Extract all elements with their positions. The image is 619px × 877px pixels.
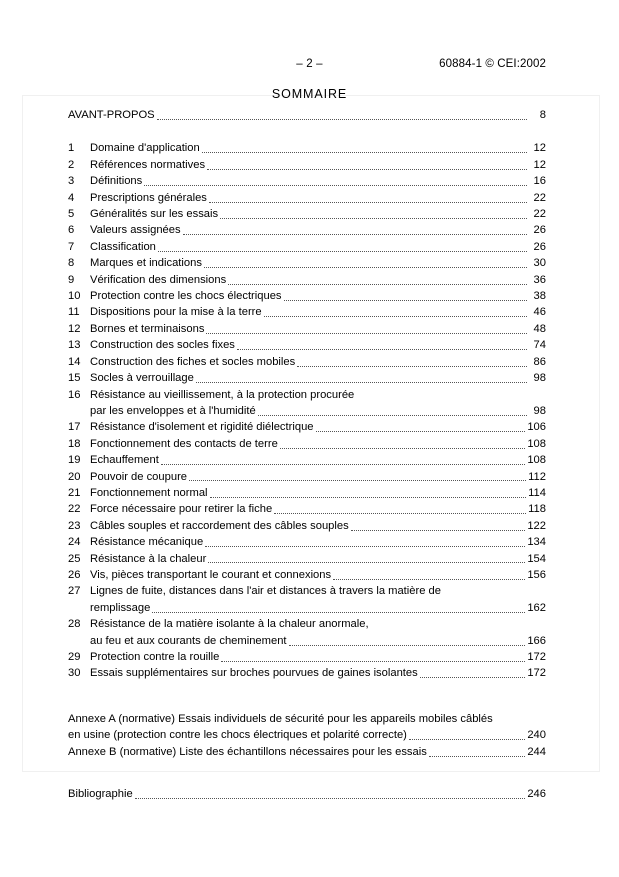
toc-leader-dots xyxy=(135,797,525,799)
toc-entry-clause-10[interactable] xyxy=(68,288,546,304)
toc-entry-page: 172 xyxy=(527,651,546,663)
toc-entry-clause-6[interactable] xyxy=(68,222,546,238)
toc-entry-clause-16[interactable] xyxy=(68,387,546,403)
toc-entry-page: 154 xyxy=(527,552,546,565)
toc-entry-page: 134 xyxy=(527,536,546,549)
toc-entry-clause-23[interactable] xyxy=(68,518,546,534)
toc-entry-annexe-a-line2[interactable] xyxy=(68,727,546,743)
toc-entry-title: Annexe B (normative) Liste des échantillons nécessaires pour les essais xyxy=(68,745,427,758)
toc-entry-clause-15[interactable] xyxy=(68,370,546,386)
toc-entry-page: 36 xyxy=(533,273,546,286)
toc-entry-page: 106 xyxy=(527,421,546,434)
toc-leader-dots xyxy=(280,447,525,449)
toc-entry-number: 7 xyxy=(68,240,75,253)
toc-leader-dots xyxy=(443,595,526,596)
toc-entry-clause-24[interactable] xyxy=(68,534,546,550)
toc-leader-dots xyxy=(258,414,527,416)
toc-leader-dots xyxy=(208,561,525,563)
toc-entry-page: 16 xyxy=(533,175,546,188)
toc-entry-page: 30 xyxy=(533,257,546,270)
toc-leader-dots xyxy=(274,512,525,514)
toc-entry-title: Domaine d'application xyxy=(90,142,200,155)
toc-entry-title: Câbles souples et raccordement des câbles souples xyxy=(90,519,349,532)
toc-entry-title: Bibliographie xyxy=(68,788,133,801)
toc-entry-page: 22 xyxy=(533,191,546,204)
toc-entry-page: 22 xyxy=(533,208,546,221)
toc-entry-title-line2: par les enveloppes et à l'humidité xyxy=(90,404,256,417)
toc-entry-title: Classification xyxy=(90,240,156,253)
toc-entry-clause-5[interactable] xyxy=(68,206,546,222)
toc-entry-page: 246 xyxy=(527,788,546,801)
toc-entry-number: 3 xyxy=(68,175,75,188)
toc-entry-number: 15 xyxy=(68,372,81,385)
toc-entry-clause-29[interactable] xyxy=(68,649,546,665)
toc-entry-title: Construction des socles fixes xyxy=(90,339,235,352)
toc-entry-annexe-a[interactable] xyxy=(68,711,546,727)
toc-entry-number: 23 xyxy=(68,519,81,532)
toc-entry-title-line2: remplissage xyxy=(90,601,151,614)
toc-entry-title: Protection contre la rouille xyxy=(90,651,220,663)
toc-entry-bibliography[interactable] xyxy=(68,786,546,802)
toc-entry-page: 86 xyxy=(533,355,546,368)
toc-leader-dots xyxy=(158,250,527,252)
toc-entry-page: 98 xyxy=(533,372,546,385)
page-number-marker: – 2 – xyxy=(296,58,323,70)
toc-leader-dots xyxy=(409,738,525,740)
toc-entry-clause-8[interactable] xyxy=(68,255,546,271)
toc-entry-number: 9 xyxy=(68,273,75,286)
toc-entry-page: 12 xyxy=(533,142,546,155)
toc-entry-clause-19[interactable] xyxy=(68,452,546,468)
toc-entry-clause-12[interactable] xyxy=(68,321,546,337)
toc-entry-clause-1[interactable] xyxy=(68,140,546,156)
toc-leader-dots xyxy=(420,676,525,678)
toc-leader-dots xyxy=(264,315,527,317)
spacer xyxy=(68,682,546,711)
toc-entry-page: 114 xyxy=(528,486,546,499)
toc-entry-page: 48 xyxy=(533,322,546,335)
toc-entry-title: Construction des fiches et socles mobiles xyxy=(90,355,296,368)
toc-entry-title: Résistance de la matière isolante à la chaleur anormale, xyxy=(90,618,369,631)
toc-entry-page: 26 xyxy=(533,240,546,253)
toc-entry-title: Dispositions pour la mise à la terre xyxy=(90,306,262,319)
toc-entry-number: 14 xyxy=(68,355,81,368)
toc-leader-dots xyxy=(196,381,527,383)
toc-entry-clause-3[interactable] xyxy=(68,173,546,189)
toc-entry-clause-17[interactable] xyxy=(68,419,546,435)
toc-entry-page: 108 xyxy=(527,454,546,467)
toc-entry-number: 22 xyxy=(68,503,81,516)
toc-entry-number: 1 xyxy=(68,142,75,155)
toc-entry-page: 8 xyxy=(539,109,546,121)
page-title: SOMMAIRE xyxy=(271,87,348,101)
toc-entry-clause-18[interactable] xyxy=(68,436,546,452)
toc-leader-dots xyxy=(205,545,525,547)
toc-entry-number: 25 xyxy=(68,552,81,565)
toc-entry-page: 26 xyxy=(533,224,546,237)
toc-entry-number: 26 xyxy=(68,568,81,581)
toc-entry-clause-26[interactable] xyxy=(68,567,546,583)
toc-entry-number: 10 xyxy=(68,290,81,303)
spacer xyxy=(68,760,546,786)
toc-entry-title: Bornes et terminaisons xyxy=(90,322,205,335)
toc-entry-number: 11 xyxy=(68,306,80,319)
toc-entry-title: Protection contre les chocs électriques xyxy=(90,290,282,303)
toc-entry-clause-25[interactable] xyxy=(68,551,546,567)
toc-entry-title: Vis, pièces transportant le courant et connexions xyxy=(90,568,332,581)
toc-entry-page: 46 xyxy=(533,306,546,319)
toc-entry-clause-27[interactable] xyxy=(68,583,546,599)
toc-entry-clause-9[interactable] xyxy=(68,272,546,288)
toc-entry-clause-28[interactable] xyxy=(68,616,546,632)
toc-leader-dots xyxy=(333,578,525,580)
spacer xyxy=(68,123,546,140)
toc-leader-dots xyxy=(144,184,526,186)
toc-entry-number: 8 xyxy=(68,257,75,270)
toc-entry-clause-21[interactable] xyxy=(68,485,546,501)
toc-entry-clause-20[interactable] xyxy=(68,469,546,485)
toc-entry-page: 108 xyxy=(527,437,546,450)
toc-entry-foreword[interactable] xyxy=(68,107,546,123)
toc-leader-dots xyxy=(371,628,527,629)
toc-entry-title: AVANT-PROPOS xyxy=(68,109,155,121)
toc-entry-page: 240 xyxy=(527,729,546,742)
toc-leader-dots xyxy=(206,332,526,334)
toc-leader-dots xyxy=(297,365,526,367)
toc-leader-dots xyxy=(202,151,527,153)
toc-entry-number: 4 xyxy=(68,191,75,204)
toc-entry-number: 12 xyxy=(68,322,81,335)
toc-leader-dots xyxy=(157,118,527,120)
toc-leader-dots xyxy=(316,430,525,432)
toc-entry-number: 19 xyxy=(68,454,81,467)
toc-entry-title: Marques et indications xyxy=(90,257,202,270)
toc-entry-number: 24 xyxy=(68,536,81,549)
toc-entry-number: 28 xyxy=(68,618,81,631)
toc-entry-clause-13[interactable] xyxy=(68,337,546,353)
toc-leader-dots xyxy=(356,398,526,399)
toc-entry-title: Vérification des dimensions xyxy=(90,273,227,286)
toc-entry-title: Références normatives xyxy=(90,158,206,171)
toc-entry-clause-30[interactable] xyxy=(68,665,546,681)
toc-entry-title: Pouvoir de coupure xyxy=(90,470,188,483)
toc-entry-annexe-b[interactable] xyxy=(68,744,546,760)
toc-leader-dots xyxy=(228,283,526,285)
toc-leader-dots xyxy=(183,233,527,235)
toc-entry-title: Résistance d'isolement et rigidité diélectrique xyxy=(90,421,314,434)
toc-leader-dots xyxy=(207,168,526,170)
toc-entry-title: Force nécessaire pour retirer la fiche xyxy=(90,503,273,516)
toc-entry-page: 156 xyxy=(527,568,546,581)
toc-entry-title: Valeurs assignées xyxy=(90,224,181,237)
toc-leader-dots xyxy=(351,529,525,531)
toc-leader-dots xyxy=(237,348,527,350)
standard-reference: 60884-1 © CEI:2002 xyxy=(439,58,546,70)
toc-entry-title: Fonctionnement des contacts de terre xyxy=(90,437,278,450)
toc-leader-dots xyxy=(152,611,525,613)
toc-entry-number: 6 xyxy=(68,224,75,237)
toc-entry-clause-28-line2[interactable] xyxy=(68,633,546,649)
toc-entry-number: 16 xyxy=(68,388,81,401)
toc-entry-title: Lignes de fuite, distances dans l'air et distances à travers la matière de xyxy=(90,585,442,598)
toc-entry-title-line2: au feu et aux courants de cheminement xyxy=(90,634,287,647)
toc-leader-dots xyxy=(209,201,527,203)
toc-leader-dots xyxy=(220,217,526,219)
toc-leader-dots xyxy=(429,755,525,757)
toc-entry-title: Socles à verrouillage xyxy=(90,372,194,385)
toc-entry-clause-14[interactable] xyxy=(68,354,546,370)
toc-entry-clause-2[interactable] xyxy=(68,157,546,173)
table-of-contents xyxy=(68,107,546,802)
toc-entry-title: Résistance au vieillissement, à la protection procurée xyxy=(90,388,355,401)
toc-entry-clause-27-line2[interactable] xyxy=(68,600,546,616)
toc-entry-title: Fonctionnement normal xyxy=(90,486,208,499)
toc-entry-clause-7[interactable] xyxy=(68,239,546,255)
toc-entry-page: 74 xyxy=(533,339,546,352)
toc-leader-dots xyxy=(161,463,525,465)
toc-entry-title: Résistance mécanique xyxy=(90,536,204,549)
toc-entry-page: 166 xyxy=(527,634,546,647)
toc-entry-number: 27 xyxy=(68,585,81,598)
toc-leader-dots xyxy=(289,644,525,646)
toc-leader-dots xyxy=(210,496,526,498)
toc-entry-title: Résistance à la chaleur xyxy=(90,552,207,565)
toc-entry-number: 30 xyxy=(68,667,81,680)
toc-leader-dots xyxy=(221,660,524,662)
toc-entry-clause-11[interactable] xyxy=(68,304,546,320)
toc-entry-title-line2: en usine (protection contre les chocs électriques et polarité correcte) xyxy=(68,729,407,742)
toc-leader-dots xyxy=(495,723,527,724)
toc-leader-dots xyxy=(189,479,526,481)
toc-entry-clause-4[interactable] xyxy=(68,190,546,206)
toc-entry-title: Généralités sur les essais xyxy=(90,208,219,221)
toc-entry-clause-22[interactable] xyxy=(68,501,546,517)
toc-entry-number: 18 xyxy=(68,437,81,450)
toc-entry-title: Définitions xyxy=(90,175,143,188)
toc-entry-number: 17 xyxy=(68,421,81,434)
toc-entry-page: 118 xyxy=(528,503,546,516)
toc-entry-page: 12 xyxy=(533,158,546,171)
toc-entry-number: 29 xyxy=(68,651,81,663)
toc-entry-page: 162 xyxy=(527,601,546,614)
toc-entry-page: 172 xyxy=(527,667,546,680)
toc-entry-number: 21 xyxy=(68,486,81,499)
toc-entry-number: 20 xyxy=(68,470,81,483)
toc-entry-page: 98 xyxy=(533,404,546,417)
toc-leader-dots xyxy=(204,266,527,268)
toc-entry-title: Prescriptions générales xyxy=(90,191,207,204)
toc-entry-title: Annexe A (normative) Essais individuels de sécurité pour les appareils mobiles câblés xyxy=(68,712,493,725)
toc-entry-title: Essais supplémentaires sur broches pourvues de gaines isolantes xyxy=(90,667,418,680)
toc-entry-number: 13 xyxy=(68,339,81,352)
toc-leader-dots xyxy=(284,299,527,301)
toc-entry-clause-16-line2[interactable] xyxy=(68,403,546,419)
toc-entry-page: 122 xyxy=(527,519,546,532)
page-header xyxy=(0,58,619,74)
toc-entry-number: 5 xyxy=(68,208,75,221)
toc-entry-number: 2 xyxy=(68,158,75,171)
toc-entry-page: 244 xyxy=(527,745,546,758)
toc-entry-title: Echauffement xyxy=(90,454,159,467)
toc-entry-page: 112 xyxy=(528,470,546,483)
toc-entry-page: 38 xyxy=(533,290,546,303)
